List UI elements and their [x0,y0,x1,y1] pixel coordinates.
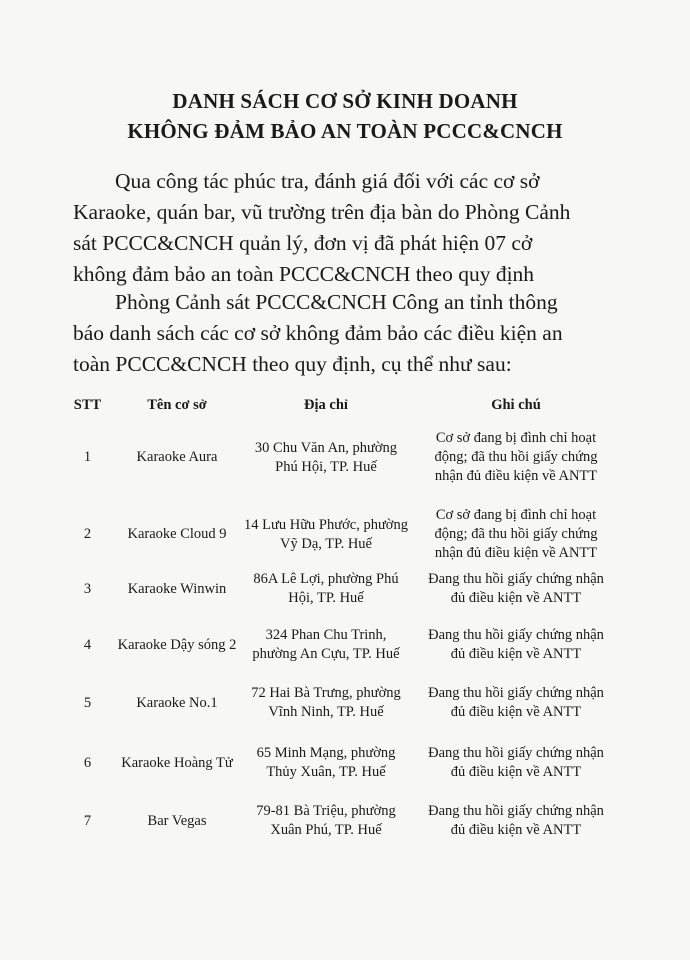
cell-stt: 3 [83,580,92,597]
cell-name: Karaoke Dậy sóng 2 [117,636,237,653]
cell-note [416,626,616,664]
paragraph-line: Phòng Cảnh sát PCCC&CNCH Công an tỉnh thông [115,290,558,314]
cell-note [416,506,616,563]
cell-name: Karaoke Aura [136,449,218,465]
header-stt: STT [73,397,102,413]
header-address: Địa chỉ [304,397,348,413]
cell-address [236,744,416,782]
header-name: Tên cơ sở [147,397,207,413]
cell-address [236,439,416,477]
note-line: nhận đủ điều kiện về ANTT [434,545,598,561]
cell-stt: 6 [83,754,92,771]
title-line-1: DANH SÁCH CƠ SỞ KINH DOANH [172,89,518,113]
address-line: Thủy Xuân, TP. Huế [266,764,386,780]
address-line: Vĩnh Ninh, TP. Huế [268,704,384,720]
address-line: Hội, TP. Huế [288,590,364,606]
intro-paragraph [73,166,633,290]
note-line: Cơ sở đang bị đình chỉ hoạt [435,430,597,446]
paragraph-line: sát PCCC&CNCH quản lý, đơn vị đã phát hiện 07 cở [73,231,533,255]
cell-name: Karaoke Hoàng Tử [121,754,233,771]
cell-stt: 2 [83,526,92,542]
cell-note [416,684,616,722]
cell-stt: 7 [83,812,92,829]
document-title [0,86,690,146]
note-line: đủ điều kiện về ANTT [450,590,582,606]
note-line: đủ điều kiện về ANTT [450,822,582,838]
address-line: 65 Minh Mạng, phường [256,745,396,761]
cell-address [236,802,416,840]
paragraph-line: Qua công tác phúc tra, đánh giá đối với các cơ sở [115,169,540,193]
cell-note [416,429,616,486]
note-line: đủ điều kiện về ANTT [450,764,582,780]
note-line: Đang thu hồi giấy chứng nhận [428,685,604,701]
title-line-2: KHÔNG ĐẢM BẢO AN TOÀN PCCC&CNCH [127,119,563,143]
paragraph-line: Karaoke, quán bar, vũ trường trên địa bàn do Phòng Cảnh [73,200,571,224]
note-line: Đang thu hồi giấy chứng nhận [428,571,604,587]
address-line: Vỹ Dạ, TP. Huế [280,535,372,552]
cell-address [236,570,416,608]
cell-note [416,802,616,840]
notice-paragraph [73,287,633,380]
address-line: 79-81 Bà Triệu, phường [256,803,396,819]
paragraph-line: toàn PCCC&CNCH theo quy định, cụ thể như sau: [73,352,512,376]
note-line: đủ điều kiện về ANTT [450,704,582,720]
cell-address [236,684,416,722]
cell-stt: 1 [83,449,92,465]
paragraph-line: không đảm bảo an toàn PCCC&CNCH theo quy định [73,262,535,286]
cell-name: Bar Vegas [147,812,207,829]
note-line: Đang thu hồi giấy chứng nhận [428,627,604,643]
cell-note [416,570,616,608]
note-line: Cơ sở đang bị đình chỉ hoạt [435,507,597,523]
address-line: phường An Cựu, TP. Huế [252,646,400,662]
note-line: nhận đủ điều kiện về ANTT [434,468,598,484]
note-line: động; đã thu hồi giấy chứng [434,449,598,465]
address-line: Xuân Phú, TP. Huế [270,822,382,838]
cell-name: Karaoke No.1 [136,694,218,711]
paragraph-line: báo danh sách các cơ sở không đảm bảo các điều kiện an [73,321,563,345]
cell-address [236,626,416,664]
cell-stt: 4 [83,636,92,653]
note-line: đủ điều kiện về ANTT [450,646,582,662]
cell-stt: 5 [83,694,92,711]
cell-name: Karaoke Winwin [127,580,227,597]
address-line: 72 Hai Bà Trưng, phường [251,685,401,701]
cell-note [416,744,616,782]
cell-name: Karaoke Cloud 9 [127,526,227,542]
address-line: 86A Lê Lợi, phường Phú [253,571,399,587]
address-line: 14 Lưu Hữu Phước, phường [244,516,408,533]
address-line: Phú Hội, TP. Huế [275,458,377,475]
note-line: động; đã thu hồi giấy chứng [434,526,598,542]
note-line: Đang thu hồi giấy chứng nhận [428,745,604,761]
address-line: 30 Chu Văn An, phường [254,439,398,456]
cell-address [236,516,416,554]
header-note: Ghi chú [491,397,541,413]
address-line: 324 Phan Chu Trinh, [265,627,387,643]
note-line: Đang thu hồi giấy chứng nhận [428,803,604,819]
